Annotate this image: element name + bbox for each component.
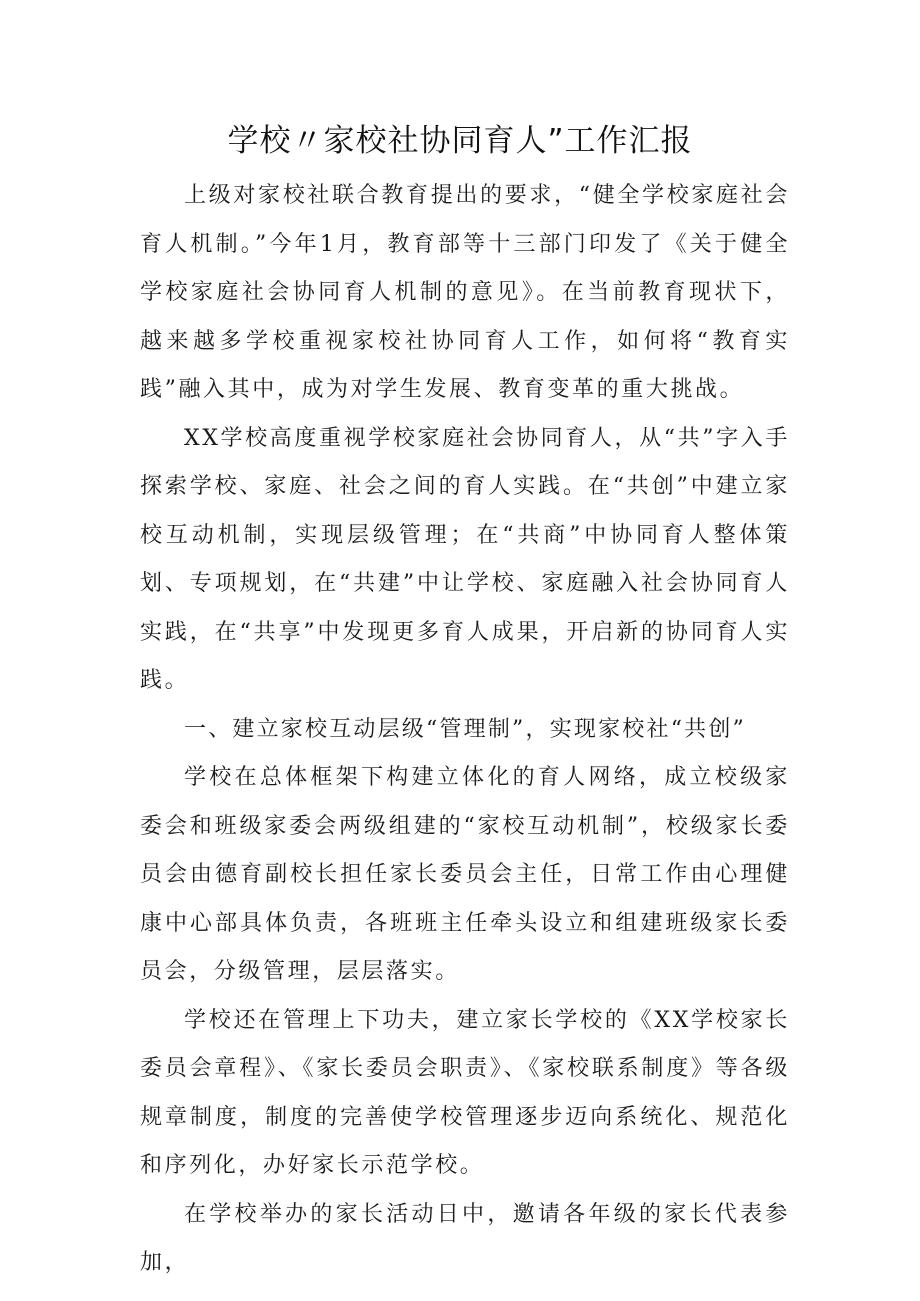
paragraph-overview: XX学校高度重视学校家庭社会协同育人，从“共”字入手探索学校、家庭、社会之间的育人实践。在“共创”中建立家校互动机制，实现层级管理；在“共商”中协同育人整体策划、专项规划，在“共建”中让学校、家庭融入社会协同育人实践，在“共享”中发现更多育人成果，开启新的协同育人实践。 (140, 425, 790, 693)
paragraph-regulations: 学校还在管理上下功夫，建立家长学校的《XX学校家长委员会章程》、《家长委员会职责》、《家校联系制度》等各级规章制度，制度的完善使学校管理逐步迈向系统化、规范化和序列化，办好家长示范学校。 (140, 1007, 790, 1178)
section-heading-1: 一、建立家校互动层级“管理制”，实现家校社“共创” (184, 716, 746, 742)
document-body (140, 172, 790, 1288)
document-title: 学校〃家校社协同育人”工作汇报 (227, 123, 693, 159)
paragraph-intro: 上级对家校社联合教育提出的要求，“健全学校家庭社会育人机制。”今年1月，教育部等十三部门印发了《关于健全学校家庭社会协同育人机制的意见》。在当前教育现状下，越来越多学校重视家校社协同育人工作，如何将“教育实践”融入其中，成为对学生发展、教育变革的重大挑战。 (140, 183, 790, 402)
paragraph-activity-day: 在学校举办的家长活动日中，邀请各年级的家长代表参加， (140, 1201, 790, 1275)
paragraph-network: 学校在总体框架下构建立体化的育人网络，成立校级家委会和班级家委会两级组建的“家校互动机制”，校级家长委员会由德育副校长担任家长委员会主任，日常工作由心理健康中心部具体负责，各班班主任牵头设立和组建班级家长委员会，分级管理，层层落实。 (140, 765, 790, 984)
